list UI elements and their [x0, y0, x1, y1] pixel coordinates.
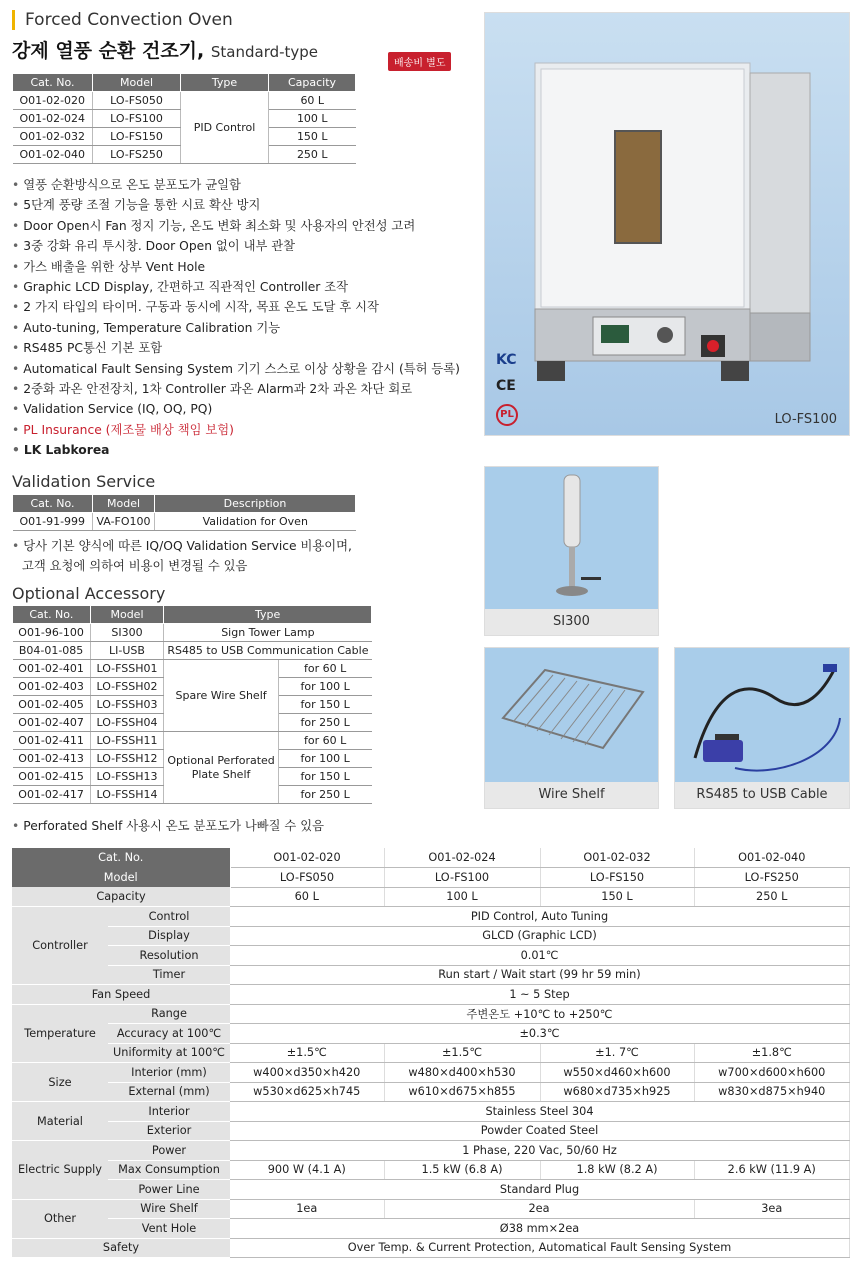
spec-label-vent: Vent Hole	[108, 1219, 230, 1239]
models-table	[12, 73, 356, 164]
th-cat: Cat. No.	[13, 606, 91, 624]
spec-maxcons-4: 2.6 kW (11.9 A)	[694, 1160, 850, 1180]
accessory-note	[12, 816, 324, 836]
table-row	[12, 1004, 850, 1024]
cell-model: LO-FSSH14	[90, 786, 164, 804]
list-item: • 3중 강화 유리 투시창. Door Open 없이 내부 관찰	[12, 236, 472, 256]
spec-label-control: Control	[108, 907, 230, 927]
validation-table-header	[13, 495, 356, 513]
cell-cat: B04-01-085	[13, 642, 91, 660]
spec-capacity-1: 60 L	[230, 887, 384, 907]
spec-maxcons-3: 1.8 kW (8.2 A)	[540, 1160, 694, 1180]
spec-accuracy-value: ±0.3℃	[230, 1024, 850, 1044]
spec-th-model: Model	[12, 868, 230, 888]
spec-label-range: Range	[108, 1004, 230, 1024]
table-row	[12, 1102, 850, 1122]
table-row	[12, 946, 850, 966]
table-row	[12, 1082, 850, 1102]
cell-cat: O01-02-401	[13, 660, 91, 678]
cell-model: LO-FS050	[93, 92, 181, 110]
cell-type: PID Control	[181, 92, 269, 164]
cell-size: for 60 L	[278, 660, 371, 678]
table-row	[13, 642, 372, 660]
spec-interior-4: w700×d600×h600	[694, 1063, 850, 1083]
cell-capacity: 250 L	[269, 146, 356, 164]
th-model: Model	[93, 74, 181, 92]
validation-table	[12, 494, 356, 531]
validation-note-line2: 고객 요청에 의하여 비용이 변경될 수 있음	[22, 559, 248, 574]
spec-group-other: Other	[12, 1199, 108, 1238]
shipping-badge: 배송비 별도	[388, 52, 451, 71]
list-item-labkorea: • LK Labkorea	[12, 440, 472, 460]
table-row	[12, 1160, 850, 1180]
table-row	[12, 1141, 850, 1161]
spec-label-safety: Safety	[12, 1238, 230, 1258]
list-item: • 5단계 풍량 조절 기능을 통한 시료 확산 방지	[12, 195, 472, 215]
cell-cat: O01-02-403	[13, 678, 91, 696]
table-row	[12, 926, 850, 946]
spec-label-fan: Fan Speed	[12, 985, 230, 1005]
ce-mark-icon: CE	[496, 378, 516, 394]
spec-header-model	[12, 868, 850, 888]
list-item: • Auto-tuning, Temperature Calibration 기능	[12, 318, 472, 338]
accessory-table	[12, 605, 372, 804]
spec-model-1: LO-FS050	[230, 868, 384, 888]
cell-model: LO-FSSH03	[90, 696, 164, 714]
accessory-table-header	[13, 606, 372, 624]
cell-model: LO-FSSH11	[90, 732, 164, 750]
spec-wireshelf-3: 3ea	[694, 1199, 850, 1219]
spec-timer-value: Run start / Wait start (99 hr 59 min)	[230, 965, 850, 985]
cable-illustration	[675, 648, 851, 784]
cell-cat: O01-02-411	[13, 732, 91, 750]
cell-capacity: 150 L	[269, 128, 356, 146]
spec-label-display: Display	[108, 926, 230, 946]
cell-model: LO-FS250	[93, 146, 181, 164]
cell-cat: O01-02-407	[13, 714, 91, 732]
spec-table	[12, 848, 850, 1258]
table-row	[12, 1219, 850, 1239]
table-row	[13, 513, 356, 531]
cell-type: RS485 to USB Communication Cable	[164, 642, 372, 660]
oven-caption: LO-FS100	[774, 412, 837, 427]
spec-wireshelf-2: 2ea	[384, 1199, 694, 1219]
cell-cat: O01-02-415	[13, 768, 91, 786]
th-model: Model	[93, 495, 155, 513]
spec-label-uniformity: Uniformity at 100℃	[108, 1043, 230, 1063]
spec-th-cat-4: O01-02-040	[694, 848, 850, 868]
table-row	[12, 1180, 850, 1200]
spec-power-value: 1 Phase, 220 Vac, 50/60 Hz	[230, 1141, 850, 1161]
cell-model: LO-FSSH13	[90, 768, 164, 786]
list-item: • 2 가지 타입의 타이머. 구동과 동시에 시작, 목표 온도 도달 후 시작	[12, 297, 472, 317]
spec-label-accuracy: Accuracy at 100℃	[108, 1024, 230, 1044]
spec-uniformity-3: ±1. 7℃	[540, 1043, 694, 1063]
spec-header-cat	[12, 848, 850, 868]
cell-cat: O01-02-020	[13, 92, 93, 110]
spec-group-size: Size	[12, 1063, 108, 1102]
wire-shelf-photo	[484, 647, 659, 809]
cell-model: VA-FO100	[93, 513, 155, 531]
spec-group-electric: Electric Supply	[12, 1141, 108, 1200]
table-row	[12, 887, 850, 907]
sign-tower-illustration	[485, 467, 660, 611]
list-item: • 당사 기본 양식에 따른 IQ/OQ Validation Service 비용이며,	[12, 536, 452, 556]
spec-label-interior: Interior (mm)	[108, 1063, 230, 1083]
table-row	[13, 624, 372, 642]
spec-exterior-1: w530×d625×h745	[230, 1082, 384, 1102]
spec-label-mat-interior: Interior	[108, 1102, 230, 1122]
table-row	[12, 1063, 850, 1083]
spec-uniformity-4: ±1.8℃	[694, 1043, 850, 1063]
cell-cat: O01-02-413	[13, 750, 91, 768]
cell-cat: O01-02-405	[13, 696, 91, 714]
cell-model: LI-USB	[90, 642, 164, 660]
spec-group-material: Material	[12, 1102, 108, 1141]
cell-size: for 100 L	[278, 678, 371, 696]
cell-model: LO-FSSH02	[90, 678, 164, 696]
table-row	[12, 1199, 850, 1219]
list-item: • RS485 PC통신 기본 포함	[12, 338, 472, 358]
perf-label-line1: Optional Perforated	[167, 753, 275, 767]
list-item: • Automatical Fault Sensing System 기기 스스로 이상 상황을 감시 (특허 등록)	[12, 359, 472, 379]
list-item: • Validation Service (IQ, OQ, PQ)	[12, 399, 472, 419]
cell-perf-label	[164, 732, 278, 804]
cell-model: LO-FS150	[93, 128, 181, 146]
title-korean-text: 강제 열풍 순환 건조기,	[12, 40, 205, 62]
validation-title: Validation Service	[12, 472, 156, 491]
cell-cat: O01-91-999	[13, 513, 93, 531]
cell-size: for 250 L	[278, 714, 371, 732]
list-item-pl-insurance: • PL Insurance (제조물 배상 책임 보험)	[12, 420, 472, 440]
title-subtype: Standard-type	[210, 43, 319, 61]
spec-label-timer: Timer	[108, 965, 230, 985]
models-table-header	[13, 74, 356, 92]
oven-photo	[484, 12, 850, 436]
spec-capacity-3: 150 L	[540, 887, 694, 907]
table-row	[12, 1043, 850, 1063]
cell-cat: O01-02-417	[13, 786, 91, 804]
th-capacity: Capacity	[269, 74, 356, 92]
cell-size: for 150 L	[278, 696, 371, 714]
spec-maxcons-2: 1.5 kW (6.8 A)	[384, 1160, 540, 1180]
th-model: Model	[90, 606, 164, 624]
oven-illustration	[485, 13, 851, 413]
cell-cat: O01-02-024	[13, 110, 93, 128]
spec-th-cat: Cat. No.	[12, 848, 230, 868]
list-item: • Door Open시 Fan 정지 기능, 온도 변화 최소화 및 사용자의 안전성 고려	[12, 216, 472, 236]
table-row	[13, 92, 356, 110]
wire-shelf-caption: Wire Shelf	[485, 782, 658, 808]
spec-exterior-4: w830×d875×h940	[694, 1082, 850, 1102]
list-item: • 가스 배출을 위한 상부 Vent Hole	[12, 257, 472, 277]
spec-model-4: LO-FS250	[694, 868, 850, 888]
spec-wireshelf-1: 1ea	[230, 1199, 384, 1219]
cell-model: SI300	[90, 624, 164, 642]
accessory-title: Optional Accessory	[12, 584, 166, 603]
spec-interior-3: w550×d460×h600	[540, 1063, 694, 1083]
spec-label-power: Power	[108, 1141, 230, 1161]
spec-powerline-value: Standard Plug	[230, 1180, 850, 1200]
list-item: • 2중화 과온 안전장치, 1차 Controller 과온 Alarm과 2차 과온 차단 회로	[12, 379, 472, 399]
spec-th-cat-2: O01-02-024	[384, 848, 540, 868]
spec-vent-value: Ø38 mm×2ea	[230, 1219, 850, 1239]
title-korean	[12, 36, 452, 63]
table-row	[12, 965, 850, 985]
cell-description: Validation for Oven	[155, 513, 356, 531]
table-row	[13, 732, 372, 750]
validation-note	[12, 536, 452, 577]
spec-label-capacity: Capacity	[12, 887, 230, 907]
th-type: Type	[181, 74, 269, 92]
table-row	[12, 1121, 850, 1141]
spec-label-resolution: Resolution	[108, 946, 230, 966]
spec-maxcons-1: 900 W (4.1 A)	[230, 1160, 384, 1180]
cell-capacity: 100 L	[269, 110, 356, 128]
spec-mat-interior-value: Stainless Steel 304	[230, 1102, 850, 1122]
title-block	[12, 10, 452, 63]
spec-uniformity-2: ±1.5℃	[384, 1043, 540, 1063]
spec-resolution-value: 0.01℃	[230, 946, 850, 966]
title-english: Forced Convection Oven	[12, 10, 452, 30]
list-item: • Graphic LCD Display, 간편하고 직관적인 Controller 조작	[12, 277, 472, 297]
cell-cat: O01-02-040	[13, 146, 93, 164]
spec-capacity-2: 100 L	[384, 887, 540, 907]
list-item: • 열풍 순환방식으로 온도 분포도가 균일함	[12, 175, 472, 195]
cell-model: LO-FSSH01	[90, 660, 164, 678]
spec-safety-value: Over Temp. & Current Protection, Automatical Fault Sensing System	[230, 1238, 850, 1258]
spec-interior-1: w400×d350×h420	[230, 1063, 384, 1083]
spec-range-value: 주변온도 +10℃ to +250℃	[230, 1004, 850, 1024]
cell-size: for 60 L	[278, 732, 371, 750]
spec-th-cat-1: O01-02-020	[230, 848, 384, 868]
spec-capacity-4: 250 L	[694, 887, 850, 907]
cell-size: for 100 L	[278, 750, 371, 768]
cell-cat: O01-96-100	[13, 624, 91, 642]
list-item: • Perforated Shelf 사용시 온도 분포도가 나빠질 수 있음	[12, 816, 324, 836]
spec-label-wireshelf: Wire Shelf	[108, 1199, 230, 1219]
spec-exterior-2: w610×d675×h855	[384, 1082, 540, 1102]
spec-model-2: LO-FS100	[384, 868, 540, 888]
cell-size: for 250 L	[278, 786, 371, 804]
table-row	[13, 660, 372, 678]
cable-caption: RS485 to USB Cable	[675, 782, 849, 808]
sign-tower-caption: SI300	[485, 609, 658, 635]
th-cat: Cat. No.	[13, 495, 93, 513]
spec-uniformity-1: ±1.5℃	[230, 1043, 384, 1063]
cell-size: for 150 L	[278, 768, 371, 786]
cable-photo	[674, 647, 850, 809]
cell-model: LO-FSSH04	[90, 714, 164, 732]
spec-label-mat-exterior: Exterior	[108, 1121, 230, 1141]
spec-control-value: PID Control, Auto Tuning	[230, 907, 850, 927]
table-row	[12, 985, 850, 1005]
cell-cat: O01-02-032	[13, 128, 93, 146]
cell-type: Sign Tower Lamp	[164, 624, 372, 642]
wire-shelf-illustration	[485, 648, 660, 784]
spec-label-powerline: Power Line	[108, 1180, 230, 1200]
perf-label-line2: Plate Shelf	[191, 767, 251, 781]
cell-capacity: 60 L	[269, 92, 356, 110]
spec-interior-2: w480×d400×h530	[384, 1063, 540, 1083]
table-row	[12, 907, 850, 927]
spec-th-cat-3: O01-02-032	[540, 848, 694, 868]
spec-label-maxcons: Max Consumption	[108, 1160, 230, 1180]
table-row	[12, 1238, 850, 1258]
spec-mat-exterior-value: Powder Coated Steel	[230, 1121, 850, 1141]
th-cat: Cat. No.	[13, 74, 93, 92]
feature-list	[12, 175, 472, 461]
th-description: Description	[155, 495, 356, 513]
kc-mark-icon: KC	[496, 352, 517, 368]
spec-model-3: LO-FS150	[540, 868, 694, 888]
th-type: Type	[164, 606, 372, 624]
spec-fan-value: 1 ~ 5 Step	[230, 985, 850, 1005]
cell-model: LO-FSSH12	[90, 750, 164, 768]
sign-tower-photo	[484, 466, 659, 636]
cell-spare-label: Spare Wire Shelf	[164, 660, 278, 732]
spec-exterior-3: w680×d735×h925	[540, 1082, 694, 1102]
table-row	[12, 1024, 850, 1044]
spec-group-temperature: Temperature	[12, 1004, 108, 1063]
spec-group-controller: Controller	[12, 907, 108, 985]
pl-mark-icon: PL	[496, 404, 518, 426]
spec-display-value: GLCD (Graphic LCD)	[230, 926, 850, 946]
spec-label-exterior: External (mm)	[108, 1082, 230, 1102]
cell-model: LO-FS100	[93, 110, 181, 128]
